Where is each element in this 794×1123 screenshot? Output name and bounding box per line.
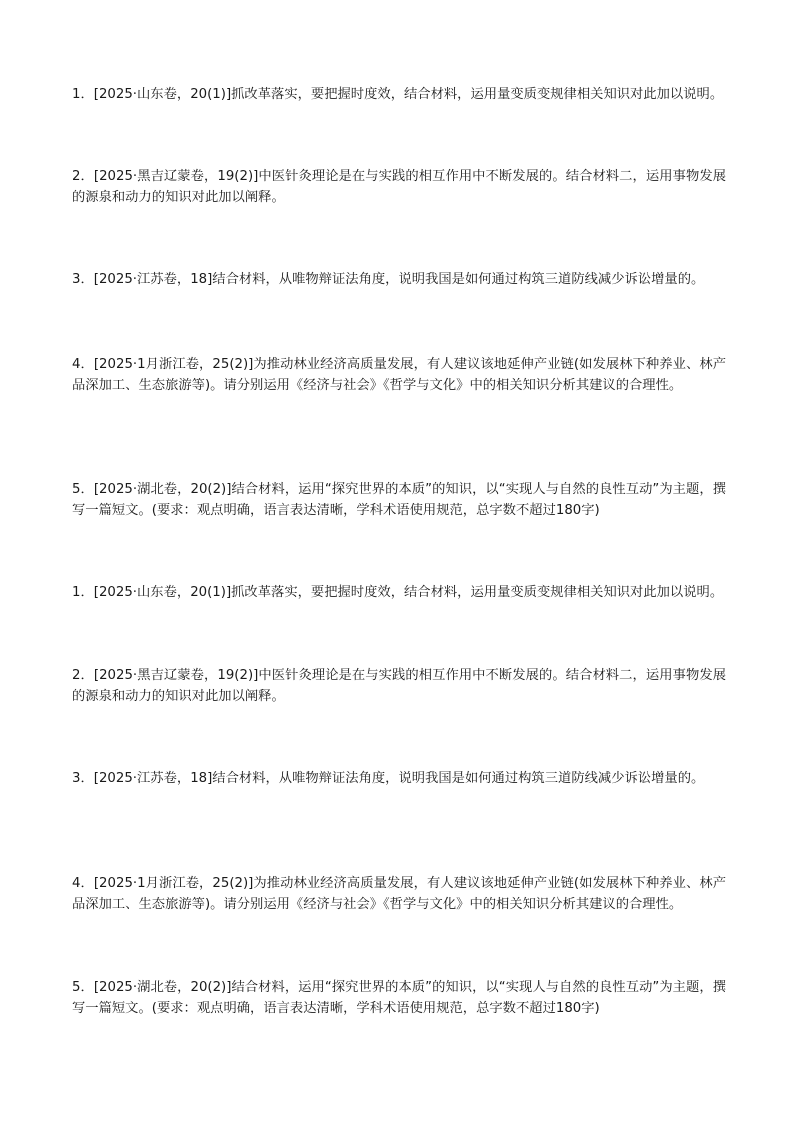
question-4: 4．[2025·1月浙江卷，25(2)]为推动林业经济高质量发展，有人建议该地延伸产业链(如发展林下种养业、林产品深加工、生态旅游等)。请分别运用《经济与社会》《哲学与文化》中的相关知识分析其建议的合理性。 <box>72 357 726 393</box>
question-1-repeat: 1．[2025·山东卷，20(1)]抓改革落实，要把握时度效，结合材料，运用量变质变规律相关知识对此加以说明。 <box>72 585 724 600</box>
question-3-repeat: 3．[2025·江苏卷，18]结合材料，从唯物辩证法角度，说明我国是如何通过构筑三道防线减少诉讼增量的。 <box>72 771 705 786</box>
question-1: 1．[2025·山东卷，20(1)]抓改革落实，要把握时度效，结合材料，运用量变质变规律相关知识对此加以说明。 <box>72 87 724 102</box>
question-4-repeat: 4．[2025·1月浙江卷，25(2)]为推动林业经济高质量发展，有人建议该地延伸产业链(如发展林下种养业、林产品深加工、生态旅游等)。请分别运用《经济与社会》《哲学与文化》中的相关知识分析其建议的合理性。 <box>72 876 726 912</box>
question-3: 3．[2025·江苏卷，18]结合材料，从唯物辩证法角度，说明我国是如何通过构筑三道防线减少诉讼增量的。 <box>72 272 705 287</box>
question-2-repeat: 2．[2025·黑吉辽蒙卷，19(2)]中医针灸理论是在与实践的相互作用中不断发展的。结合材料二，运用事物发展的源泉和动力的知识对此加以阐释。 <box>72 668 726 704</box>
question-2: 2．[2025·黑吉辽蒙卷，19(2)]中医针灸理论是在与实践的相互作用中不断发展的。结合材料二，运用事物发展的源泉和动力的知识对此加以阐释。 <box>72 169 726 205</box>
question-5: 5．[2025·湖北卷，20(2)]结合材料，运用“探究世界的本质”的知识，以“实现人与自然的良性互动”为主题，撰写一篇短文。(要求：观点明确，语言表达清晰，学科术语使用规范，总字数不超过180字) <box>72 482 726 518</box>
question-5-repeat: 5．[2025·湖北卷，20(2)]结合材料，运用“探究世界的本质”的知识，以“实现人与自然的良性互动”为主题，撰写一篇短文。(要求：观点明确，语言表达清晰，学科术语使用规范，总字数不超过180字) <box>72 980 726 1016</box>
